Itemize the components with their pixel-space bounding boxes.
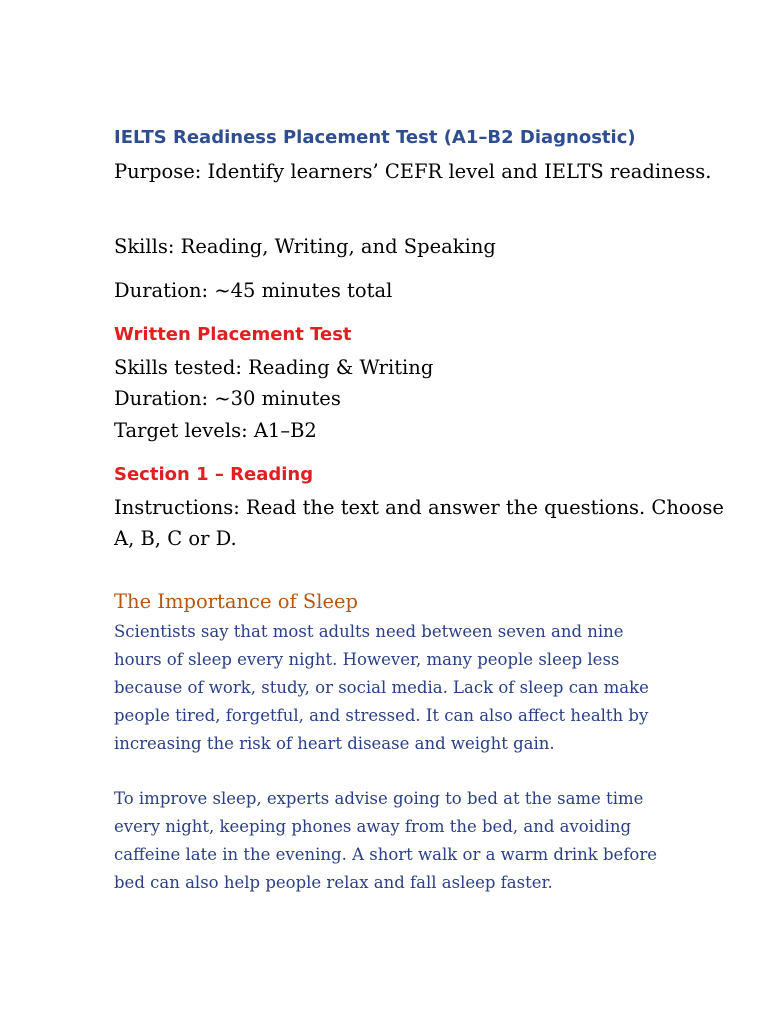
written-test-skills: Skills tested: Reading & Writing bbox=[114, 356, 434, 379]
passage-title: The Importance of Sleep bbox=[114, 590, 359, 613]
skills-text: Skills: Reading, Writing, and Speaking bbox=[114, 235, 496, 258]
written-test-target-levels: Target levels: A1–B2 bbox=[114, 419, 317, 442]
purpose-text: Purpose: Identify learners’ CEFR level and IELTS readiness. bbox=[114, 160, 712, 183]
written-test-duration: Duration: ~30 minutes bbox=[114, 387, 341, 410]
passage-paragraph: Scientists say that most adults need between seven and nine hours of sleep every night. However, many people sleep less because of work, study, or social media. Lack of sleep can make people tired, forgetful, and stressed. It can also affect health by increasing the risk of heart disease and weight gain. bbox=[114, 622, 649, 753]
written-test-heading: Written Placement Test bbox=[114, 324, 352, 345]
passage-paragraph: To improve sleep, experts advise going to bed at the same time every night, keeping phones away from the bed, and avoiding caffeine late in the evening. A short walk or a warm drink before bed can also help people relax and fall asleep faster. bbox=[114, 789, 658, 892]
section1-heading: Section 1 – Reading bbox=[114, 464, 314, 485]
main-title: IELTS Readiness Placement Test (A1–B2 Diagnostic) bbox=[114, 127, 636, 148]
duration-text: Duration: ~45 minutes total bbox=[114, 279, 393, 302]
section1-instructions: Instructions: Read the text and answer the questions. Choose A, B, C or D. bbox=[114, 496, 724, 550]
